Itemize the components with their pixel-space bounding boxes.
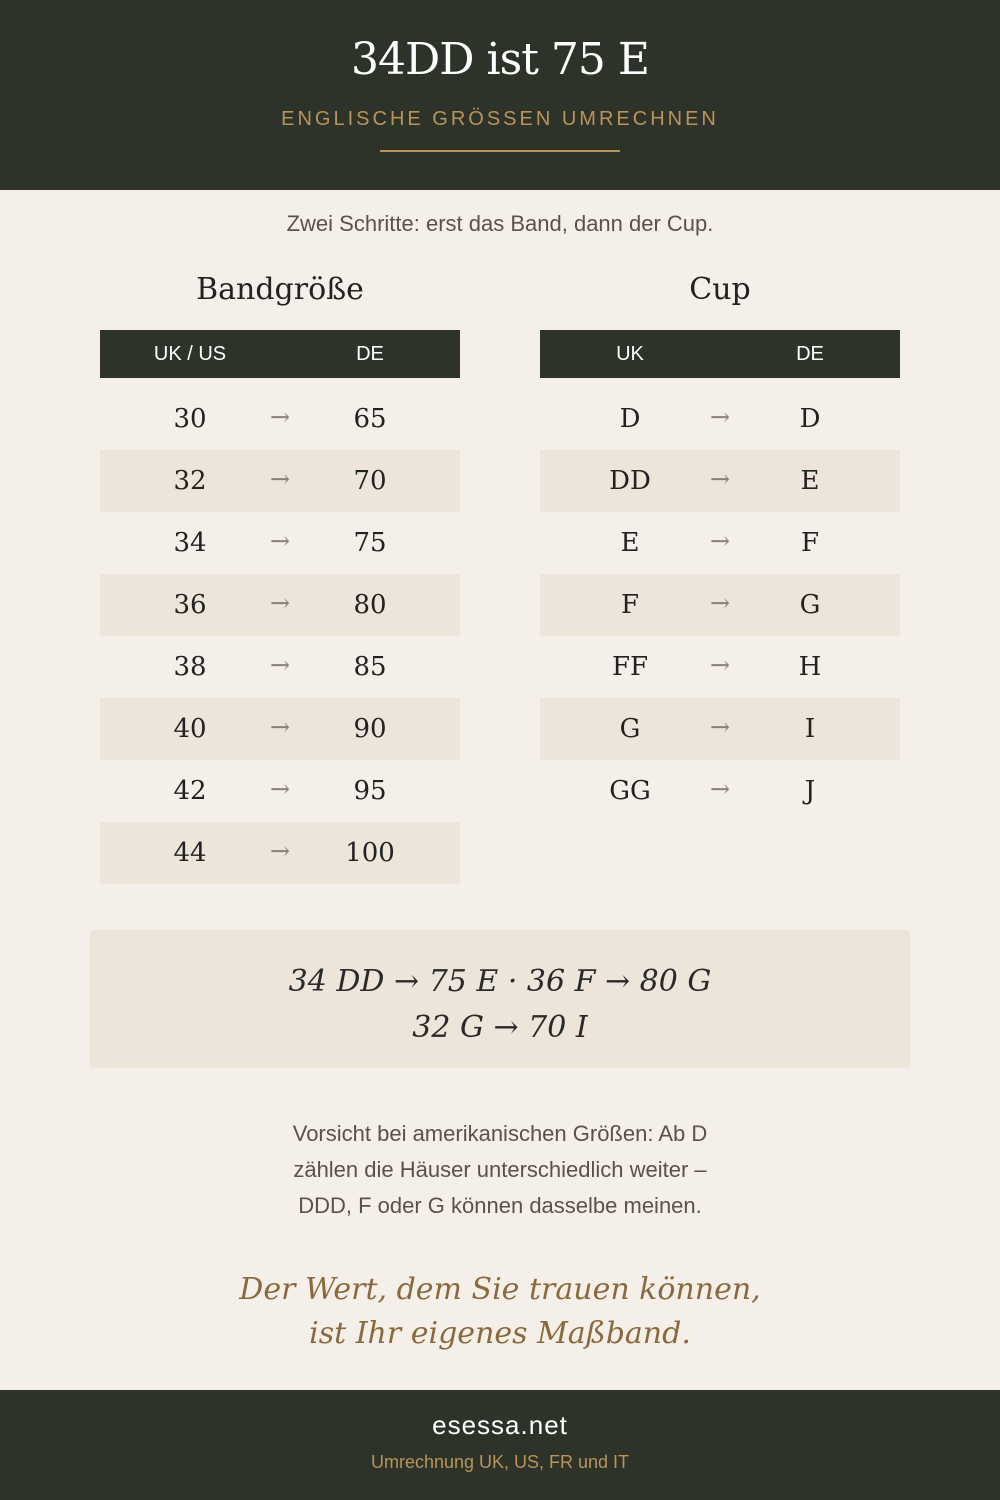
arrow-right-icon: → <box>709 651 731 679</box>
footer-brand[interactable]: esessa.net <box>432 1410 568 1440</box>
arrow-right-icon: → <box>709 713 731 741</box>
cup-from-value: DD <box>609 466 651 496</box>
band-to-value: 100 <box>345 838 395 868</box>
header <box>0 0 1000 190</box>
arrow-right-icon: → <box>269 589 291 617</box>
example-line-1: 34 DD → 75 E · 36 F → 80 G <box>288 964 712 999</box>
band-from-value: 30 <box>173 404 207 434</box>
arrow-right-icon: → <box>269 465 291 493</box>
band-row <box>100 822 460 884</box>
cup-to-value: G <box>799 590 821 620</box>
band-to-value: 85 <box>353 652 387 682</box>
band-to-value: 70 <box>353 466 387 496</box>
band-header-de: DE <box>356 342 384 365</box>
band-row <box>100 388 460 450</box>
band-from-value: 42 <box>173 776 207 806</box>
arrow-right-icon: → <box>709 465 731 493</box>
band-to-value: 75 <box>353 528 387 558</box>
cup-header-de: DE <box>796 342 824 365</box>
band-from-value: 44 <box>173 838 207 868</box>
footer-tagline: Umrechnung UK, US, FR und IT <box>370 1452 630 1472</box>
cup-table-header <box>540 330 900 378</box>
closing-quote <box>0 1268 1000 1356</box>
arrow-right-icon: → <box>269 837 291 865</box>
cup-row <box>540 636 900 698</box>
arrow-right-icon: → <box>709 775 731 803</box>
header-divider <box>380 150 620 152</box>
band-from-value: 32 <box>173 466 207 496</box>
quote-line-2: ist Ihr eigenes Maßband. <box>309 1316 691 1351</box>
band-from-value: 36 <box>173 590 207 620</box>
arrow-right-icon: → <box>709 589 731 617</box>
arrow-right-icon: → <box>269 527 291 555</box>
example-line-2: 32 G → 70 I <box>412 1010 588 1045</box>
cup-to-value: D <box>799 404 821 434</box>
cup-from-value: D <box>619 404 641 434</box>
band-size-table <box>100 268 460 884</box>
cup-to-value: F <box>800 528 820 558</box>
cup-size-title: Cup <box>689 272 751 307</box>
intro-text: Zwei Schritte: erst das Band, dann der Cup. <box>286 211 714 236</box>
footer <box>0 1390 1000 1500</box>
cup-row <box>540 450 900 512</box>
quote-line-1: Der Wert, dem Sie trauen können, <box>239 1272 761 1307</box>
cup-row <box>540 512 900 574</box>
examples-box <box>90 930 910 1068</box>
cup-row <box>540 574 900 636</box>
us-size-warning: Vorsicht bei amerikanischen Größen: Ab D zählen die Häuser unterschiedlich weiter – DDD, F oder G können dasselbe meinen. <box>292 1121 708 1218</box>
cup-from-value: GG <box>609 776 651 806</box>
cup-header-uk: UK <box>616 342 644 365</box>
cup-to-value: J <box>804 776 816 806</box>
cup-from-value: FF <box>611 652 649 682</box>
band-from-value: 40 <box>173 714 207 744</box>
cup-to-value: H <box>798 652 822 682</box>
band-row <box>100 450 460 512</box>
arrow-right-icon: → <box>269 403 291 431</box>
cup-rows <box>540 388 900 822</box>
cup-row <box>540 698 900 760</box>
band-to-value: 95 <box>353 776 387 806</box>
band-from-value: 34 <box>173 528 207 558</box>
page-title: 34DD ist 75 E <box>351 34 649 85</box>
band-row <box>100 636 460 698</box>
cup-to-value: I <box>804 714 816 744</box>
band-to-value: 65 <box>353 404 387 434</box>
band-from-value: 38 <box>173 652 207 682</box>
arrow-right-icon: → <box>709 403 731 431</box>
band-header-uk-us: UK / US <box>153 342 227 365</box>
cup-size-table <box>540 268 900 822</box>
arrow-right-icon: → <box>709 527 731 555</box>
cup-to-value: E <box>800 466 820 496</box>
cup-row <box>540 760 900 822</box>
cup-from-value: G <box>619 714 641 744</box>
band-to-value: 90 <box>353 714 387 744</box>
band-table-header <box>100 330 460 378</box>
cup-row <box>540 388 900 450</box>
band-row <box>100 760 460 822</box>
band-to-value: 80 <box>353 590 387 620</box>
page-subtitle: ENGLISCHE GRÖSSEN UMRECHNEN <box>281 108 719 130</box>
band-row <box>100 698 460 760</box>
arrow-right-icon: → <box>269 775 291 803</box>
arrow-right-icon: → <box>269 713 291 741</box>
band-row <box>100 574 460 636</box>
cup-from-value: E <box>620 528 640 558</box>
cup-from-value: F <box>620 590 640 620</box>
band-size-title: Bandgröße <box>196 272 364 307</box>
band-row <box>100 512 460 574</box>
arrow-right-icon: → <box>269 651 291 679</box>
band-rows <box>100 388 460 884</box>
